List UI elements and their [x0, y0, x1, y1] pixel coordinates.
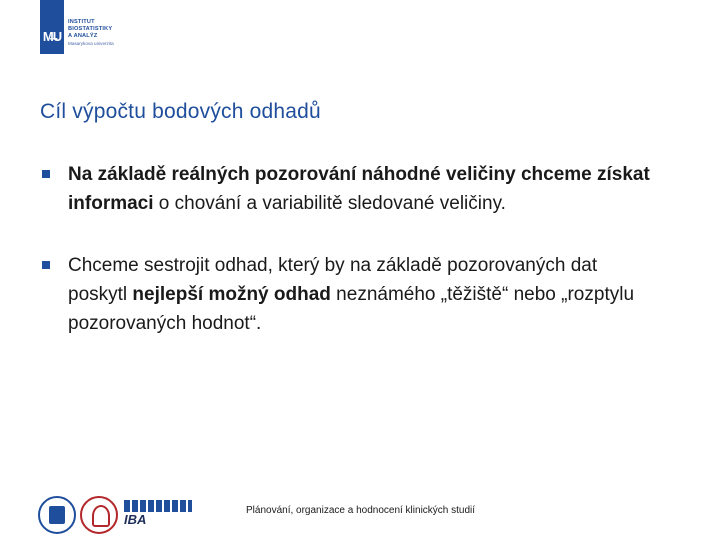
- logo-bar: [40, 0, 64, 54]
- logo-text: [68, 19, 178, 47]
- footer-text: Plánování, organizace a hodnocení klinických studií: [246, 505, 476, 516]
- bullet-square-icon: [42, 170, 50, 178]
- iba-logo-text: IBA: [124, 512, 147, 527]
- bullet-1-bold: Na základě reálných pozorování náhodné veličiny chceme získat informaci: [68, 164, 650, 214]
- bullet-list: [40, 160, 660, 338]
- mu-logo-icon: M̶U: [42, 29, 62, 44]
- iba-logo: [124, 500, 192, 532]
- bullet-item-2: [40, 251, 660, 338]
- logo-line-3: A ANALÝZ: [68, 33, 98, 39]
- bullet-2-start: Chceme sestrojit odhad, který by na základě pozorovaných dat poskytl: [68, 255, 598, 305]
- bullet-2-rest: neznámého „těžiště“ nebo „rozptylu pozorovaných hodnot“.: [68, 284, 635, 334]
- bullet-item-1: [40, 160, 660, 218]
- bullet-square-icon: [42, 261, 50, 269]
- faculty-seal-icon: [80, 496, 118, 534]
- iba-stripes-icon: [124, 500, 192, 512]
- university-seal-icon: [38, 496, 76, 534]
- logo-line-1: INSTITUT: [68, 19, 95, 25]
- slide-title: Cíl výpočtu bodových odhadů: [40, 100, 321, 123]
- bullet-1-rest: o chování a variabilitě sledované veličiny.: [153, 193, 506, 214]
- logo-subtitle: Masarykova univerzita: [68, 41, 114, 46]
- bullet-2-bold: nejlepší možný odhad: [132, 284, 331, 305]
- logo-line-2: BIOSTATISTIKY: [68, 26, 113, 32]
